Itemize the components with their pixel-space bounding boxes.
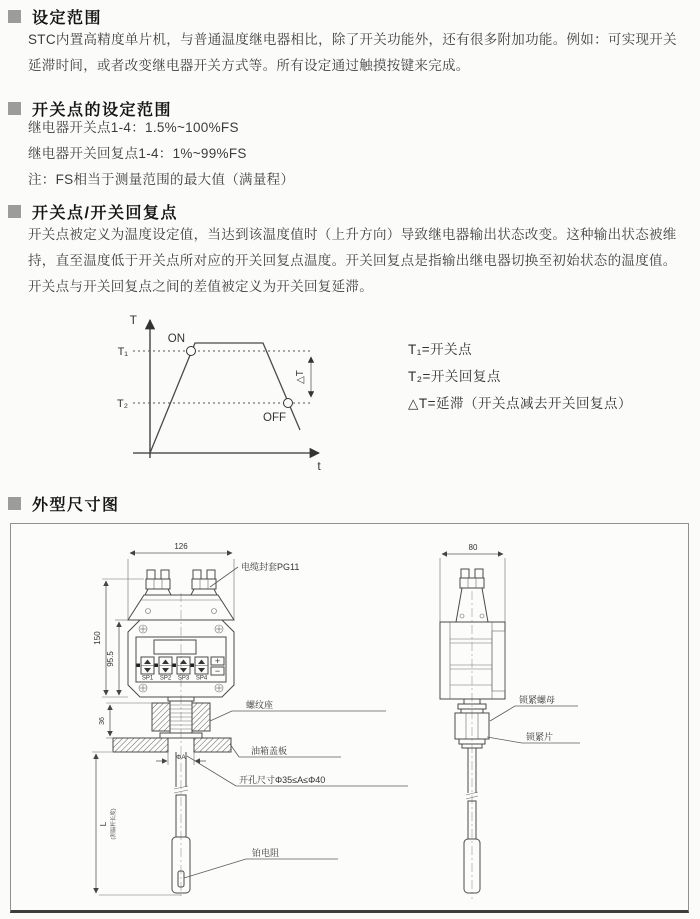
dim-probe-length-label: L <box>99 821 108 827</box>
section-bullet-icon <box>8 205 21 218</box>
led-indicator <box>137 664 141 668</box>
section-dimensions-heading <box>8 492 120 515</box>
hysteresis-graph <box>95 300 345 480</box>
down-arrow-icon <box>144 668 151 673</box>
spec-line: 注：FS相当于测量范围的最大值（满量程） <box>28 172 295 187</box>
legend-line: T₂=开关回复点 <box>408 369 501 384</box>
dim-total-height-label: 150 <box>93 631 102 645</box>
off-label: OFF <box>263 412 286 424</box>
section-title: 外型尺寸图 <box>32 497 120 514</box>
led-indicator <box>191 664 195 668</box>
label-thread-seat <box>210 699 386 721</box>
display-window <box>154 640 196 654</box>
sp3-label: SP3 <box>177 675 190 682</box>
up-arrow-icon <box>198 660 205 665</box>
cable-gland-right <box>191 570 217 595</box>
down-arrow-icon <box>198 668 205 673</box>
label-cable-gland <box>210 561 299 587</box>
label-pt-resistor <box>184 847 338 878</box>
dim-80 <box>440 543 505 622</box>
t2-tick-label: T₂ <box>117 398 128 410</box>
section-title: 开关点/开关回复点 <box>32 205 178 222</box>
spec-line: 继电器开关点1-4：1.5%~100%FS <box>28 120 239 135</box>
down-arrow-icon <box>162 668 169 673</box>
spec-line: 继电器开关回复点1-4：1%~99%FS <box>28 146 247 161</box>
lock-tab-label: 锁紧片 <box>526 732 554 742</box>
plus-button-label: + <box>214 655 221 666</box>
dim-95-5 <box>106 620 128 695</box>
pt-resistor-label: 铂电阻 <box>252 848 280 858</box>
up-arrow-icon <box>162 660 169 665</box>
front-view-drawing <box>86 537 426 905</box>
section-bullet-icon <box>8 102 21 115</box>
dim-width-label: 80 <box>468 543 478 552</box>
dim-probe-length <box>92 752 181 895</box>
led-indicator <box>155 664 159 668</box>
cable-gland-left <box>145 570 171 595</box>
temperature-curve <box>150 343 300 453</box>
label-lock-tab <box>487 731 580 743</box>
label-lock-nut <box>490 694 578 721</box>
lock-nut-label: 锁紧螺母 <box>519 695 556 705</box>
legend-line: T₁=开关点 <box>408 342 473 357</box>
sp2-label: SP2 <box>159 675 172 682</box>
label-hole-size <box>187 756 408 786</box>
on-label: ON <box>167 333 185 345</box>
y-axis-label: T <box>129 313 137 327</box>
led-indicator <box>173 664 177 668</box>
section-bullet-icon <box>8 497 21 510</box>
tank-cover-label: 油箱盖板 <box>251 746 288 756</box>
setting-range-body: STC内置高精度单片机，与普通温度继电器相比，除了开关功能外，还有很多附加功能。例如：可实现开关延滞时间，或者改变继电器开关方式等。所有设定通过触摸按键来完成。 <box>28 32 677 73</box>
sp4-label: SP4 <box>195 675 208 682</box>
cable-gland-label: 电缆封套PG11 <box>241 562 300 572</box>
switch-point-range-specs <box>28 115 294 193</box>
section-title: 设定范围 <box>32 10 103 27</box>
minus-button-label: − <box>214 665 221 676</box>
off-point-marker <box>284 399 293 408</box>
label-tank-cover <box>230 744 341 757</box>
housing-body <box>440 622 505 699</box>
dim-hole-label: ΦA <box>176 754 186 761</box>
dim-thread-height-label: 36 <box>99 717 106 725</box>
t1-tick-label: T₁ <box>117 346 128 358</box>
section-setting-range-heading <box>8 5 102 28</box>
on-point-marker <box>187 347 196 356</box>
up-arrow-icon <box>144 660 151 665</box>
mounting-bracket <box>492 631 505 691</box>
dim-panel-height-label: 95.5 <box>106 651 115 667</box>
delta-t-label: △T <box>295 370 306 384</box>
dim-36 <box>99 703 152 738</box>
keypad <box>137 656 225 682</box>
dim-width-label: 126 <box>174 542 188 551</box>
down-arrow-icon <box>180 668 187 673</box>
x-axis-label: t <box>317 459 321 473</box>
thread-seat-label: 螺纹座 <box>246 700 274 710</box>
section-bullet-icon <box>8 10 21 23</box>
switch-point-body: 开关点被定义为温度设定值，当达到该温度值时（上升方向）导致继电器输出状态改变。这种输出状态被维持，直至温度低于开关点所对应的开关回复点温度。开关回复点是指输出继电器切换至初始状态的温度值。开关点与开关回复点之间的差值被定义为开关回复延滞。 <box>28 227 677 294</box>
side-view-drawing <box>428 537 688 905</box>
dim-probe-note-label: (测温杆长度) <box>111 808 117 840</box>
hole-size-label: 开孔尺寸Φ35≤A≤Φ40 <box>239 775 326 785</box>
section-switch-point-heading <box>8 200 178 223</box>
tank-cover-plate <box>113 738 231 752</box>
sp1-label: SP1 <box>141 675 154 682</box>
section-title: 开关点的设定范围 <box>32 102 173 119</box>
legend-line: △T=延滞（开关点减去开关回复点） <box>408 396 633 411</box>
graph-legend <box>408 336 632 417</box>
